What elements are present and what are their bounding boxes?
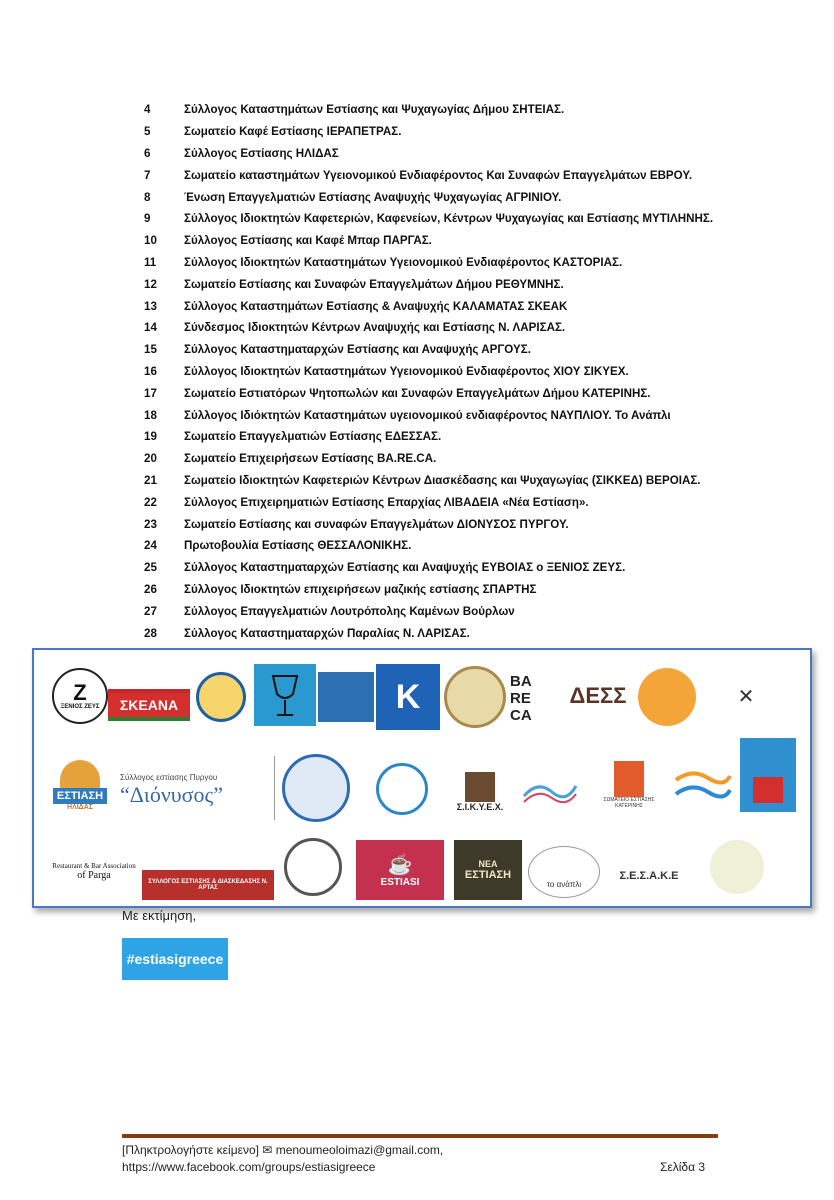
anapli-logo: το ανάπλι (528, 846, 600, 898)
list-item (140, 600, 800, 622)
list-item (140, 513, 800, 535)
list-item (140, 382, 800, 404)
list-item (140, 535, 800, 557)
katerini-logo: ΣΩΜΑΤΕΙΟ ΕΣΤΙΑΣΗΣ ΚΑΤΕΡΙΝΗΣ (592, 750, 666, 820)
list-item (140, 557, 800, 579)
list-item (140, 121, 800, 143)
kamena-vourla-logo (740, 738, 796, 812)
list-text: Σύλλογος Εστίασης ΗΛΙΔΑΣ (184, 146, 339, 160)
list-item (140, 361, 800, 383)
estiasi-logo: ☕ ESTIASI (356, 840, 444, 900)
association-list (140, 99, 800, 644)
list-number: 19 (144, 430, 157, 444)
list-text: Σωματείο Επαγγελματιών Εστίασης ΕΔΕΣΣΑΣ. (184, 430, 442, 444)
list-number: 11 (144, 255, 157, 269)
list-number: 18 (144, 408, 157, 422)
list-number: 5 (144, 125, 151, 139)
list-text: Σύλλογος Ιδιοκτητών επιχειρήσεων μαζικής εστίασης ΣΠΑΡΤΗΣ (184, 582, 537, 596)
list-number: 16 (144, 364, 157, 378)
list-number: 26 (144, 582, 157, 596)
dionysos-logo: Σύλλογος εστίασης Πυργου “Διόνυσος” (120, 772, 224, 807)
list-number: 24 (144, 539, 157, 553)
list-item (140, 143, 800, 165)
rethymno-logo (196, 672, 246, 722)
logo-panel (32, 648, 812, 908)
list-number: 17 (144, 386, 157, 400)
list-item (140, 273, 800, 295)
larisa-beach-logo (668, 754, 736, 818)
sparta-logo: ✕ (737, 685, 755, 708)
footer-contact: [Πληκτρολογήστε κείμενο] ✉ menoumeoloimazi@gmail.com, (122, 1143, 444, 1157)
list-text: Σωματείο Εστίασης και συναφών Επαγγελμάτων ΔΙΟΝΥΣΟΣ ΠΥΡΓΟΥ. (184, 517, 569, 531)
list-text: Σύλλογος Ιδιόκτητών Καταστημάτων υγειονομικού ενδιαφέροντος ΝΑΥΠΛΙΟΥ. Το Ανάπλι (184, 408, 671, 422)
list-number: 25 (144, 561, 157, 575)
larisa-logo (282, 754, 350, 822)
list-item (140, 491, 800, 513)
list-text: Σύλλογος Επιχειρηματιών Εστίασης Επαρχίας ΛΙΒΑΔΕΙΑ «Νέα Εστίαση». (184, 495, 589, 509)
list-number: 9 (144, 212, 151, 226)
aspida-logo (444, 666, 506, 728)
list-text: Σύλλογος Καταστημάτων Εστίασης & Αναψυχής ΚΑΛΑΜΑΤΑΣ ΣΚΕΑΚ (184, 299, 568, 313)
list-item (140, 448, 800, 470)
list-text: Σύλλογος Εστίασης και Καφέ Μπαρ ΠΑΡΓΑΣ. (184, 234, 432, 248)
list-text: Σύλλογος Ιδιοκτητών Καταστημάτων Υγειονομικού Ενδιαφέροντος ΧΙΟΥ ΣΙΚΥΕΧ. (184, 364, 629, 378)
list-number: 23 (144, 517, 157, 531)
list-number: 13 (144, 299, 157, 313)
list-item (140, 339, 800, 361)
coffee-logo (318, 672, 374, 722)
list-text: Ένωση Επαγγελματιών Εστίασης Αναψυχής Ψυχαγωγίας ΑΓΡΙΝΙΟΥ. (184, 190, 562, 204)
argolida-logo (284, 838, 342, 896)
list-text: Σωματείο Εστιατόρων Ψητοπωλών και Συναφών Επαγγελμάτων Δήμου ΚΑΤΕΡΙΝΗΣ. (184, 386, 651, 400)
list-text: Σύλλογος Ιδιοκτητών Καφετεριών, Καφενείων, Κέντρων Ψυχαγωγίας και Εστίασης ΜΥΤΙΛΗΝΗΣ. (184, 212, 714, 226)
kalamata-logo: K (376, 664, 440, 730)
skeana-logo: ΣΚΕΑΝΑ (108, 684, 190, 726)
footer-rule (122, 1134, 718, 1138)
list-item (140, 426, 800, 448)
wine-glass-icon (265, 670, 305, 720)
closing-text: Με εκτίμηση, (122, 908, 197, 923)
wave-icon (522, 776, 578, 806)
list-number: 14 (144, 321, 157, 335)
argos-logo (638, 668, 696, 726)
list-number: 8 (144, 190, 151, 204)
sikyex-logo: Σ.Ι.Κ.Υ.Ε.Χ. (452, 764, 508, 820)
list-number: 22 (144, 495, 157, 509)
sparta-2-logo (710, 840, 764, 894)
divider (274, 756, 275, 820)
list-number: 20 (144, 452, 157, 466)
naxos-logo (520, 766, 580, 816)
list-text: Σωματείο Ιδιοκτητών Καφετεριών Κέντρων Διασκέδασης και Ψυχαγωγίας (ΣΙΚΚΕΔ) ΒΕΡΟΙΑΣ. (184, 473, 701, 487)
edessa-logo (254, 664, 316, 726)
list-item (140, 295, 800, 317)
list-text: Σωματείο Εστίασης και Συναφών Επαγγελμάτων Δήμου ΡΕΘΥΜΝΗΣ. (184, 277, 564, 291)
list-number: 10 (144, 234, 157, 248)
estiasi-ilidas-logo: ΕΣΤΙΑΣΗ ΗΛΙΔΑΣ (46, 750, 114, 820)
arta-logo: ΣΥΛΛΟΓΟΣ ΕΣΤΙΑΣΗΣ & ΔΙΑΣΚΕΔΑΣΗΣ Ν. ΑΡΤΑΣ (142, 870, 274, 900)
list-item (140, 317, 800, 339)
list-text: Σύλλογος Καταστηματαρχών Εστίασης και Αναψυχής ΑΡΓΟΥΣ. (184, 343, 531, 357)
list-number: 6 (144, 146, 151, 160)
dess-logo: ΔΕΣΣ (569, 683, 627, 708)
list-item (140, 186, 800, 208)
sesake-logo: Σ.Ε.Σ.Α.Κ.Ε (619, 870, 679, 882)
list-item (140, 230, 800, 252)
list-number: 7 (144, 168, 151, 182)
nea-estiasi-logo: ΝΕΑ ΕΣΤΙΑΣΗ (454, 840, 522, 900)
list-text: Σωματείο καταστημάτων Υγειονομικού Ενδιαφέροντος Και Συναφών Επαγγελμάτων ΕΒΡΟΥ. (184, 168, 693, 182)
page-number: Σελίδα 3 (660, 1160, 706, 1174)
list-item (140, 622, 800, 644)
hashtag-badge: #estiasigreece (122, 938, 228, 980)
list-item (140, 208, 800, 230)
xenios-zeus-logo: Ζ ΞΕΝΙΟΣ ΖΕΥΣ (52, 668, 108, 724)
footer-link[interactable]: https://www.facebook.com/groups/estiasigreece (122, 1160, 376, 1174)
list-text: Σύλλογος Ιδιοκτητών Καταστημάτων Υγειονομικού Ενδιαφέροντος ΚΑΣΤΟΡΙΑΣ. (184, 255, 623, 269)
list-item (140, 99, 800, 121)
list-text: Σύλλογος Καταστημάτων Εστίασης και Ψυχαγωγίας Δήμου ΣΗΤΕΙΑΣ. (184, 103, 565, 117)
list-item (140, 579, 800, 601)
agrinio-logo (352, 754, 452, 824)
list-number: 21 (144, 473, 157, 487)
list-text: Πρωτοβουλία Εστίασης ΘΕΣΣΑΛΟΝΙΚΗΣ. (184, 539, 412, 553)
list-item (140, 404, 800, 426)
list-text: Σύλλογος Καταστηματαρχών Παραλίας Ν. ΛΑΡΙΣΑΣ. (184, 626, 470, 640)
list-text: Σωματείο Καφέ Εστίασης ΙΕΡΑΠΕΤΡΑΣ. (184, 125, 402, 139)
bareca-logo: BA RE CA (510, 672, 532, 724)
list-item (140, 164, 800, 186)
list-number: 12 (144, 277, 157, 291)
list-text: Σύλλογος Καταστηματαρχών Εστίασης και Αναψυχής ΕΥΒΟΙΑΣ ο ΞΕΝΙΟΣ ΖΕΥΣ. (184, 561, 626, 575)
list-number: 27 (144, 604, 157, 618)
waves-icon (672, 766, 732, 806)
list-text: Σωματείο Επιχειρήσεων Εστίασης BA.RE.CA. (184, 452, 437, 466)
list-number: 28 (144, 626, 157, 640)
list-item (140, 252, 800, 274)
list-item (140, 470, 800, 492)
list-text: Σύλλογος Επαγγελματιών Λουτρόπολης Καμένων Βούρλων (184, 604, 515, 618)
list-number: 15 (144, 343, 157, 357)
list-text: Σύνδεσμος Ιδιοκτητών Κέντρων Αναψυχής και Εστίασης Ν. ΛΑΡΙΣΑΣ. (184, 321, 566, 335)
list-number: 4 (144, 103, 151, 117)
parga-logo: Restaurant & Bar Association of Parga (52, 861, 136, 881)
